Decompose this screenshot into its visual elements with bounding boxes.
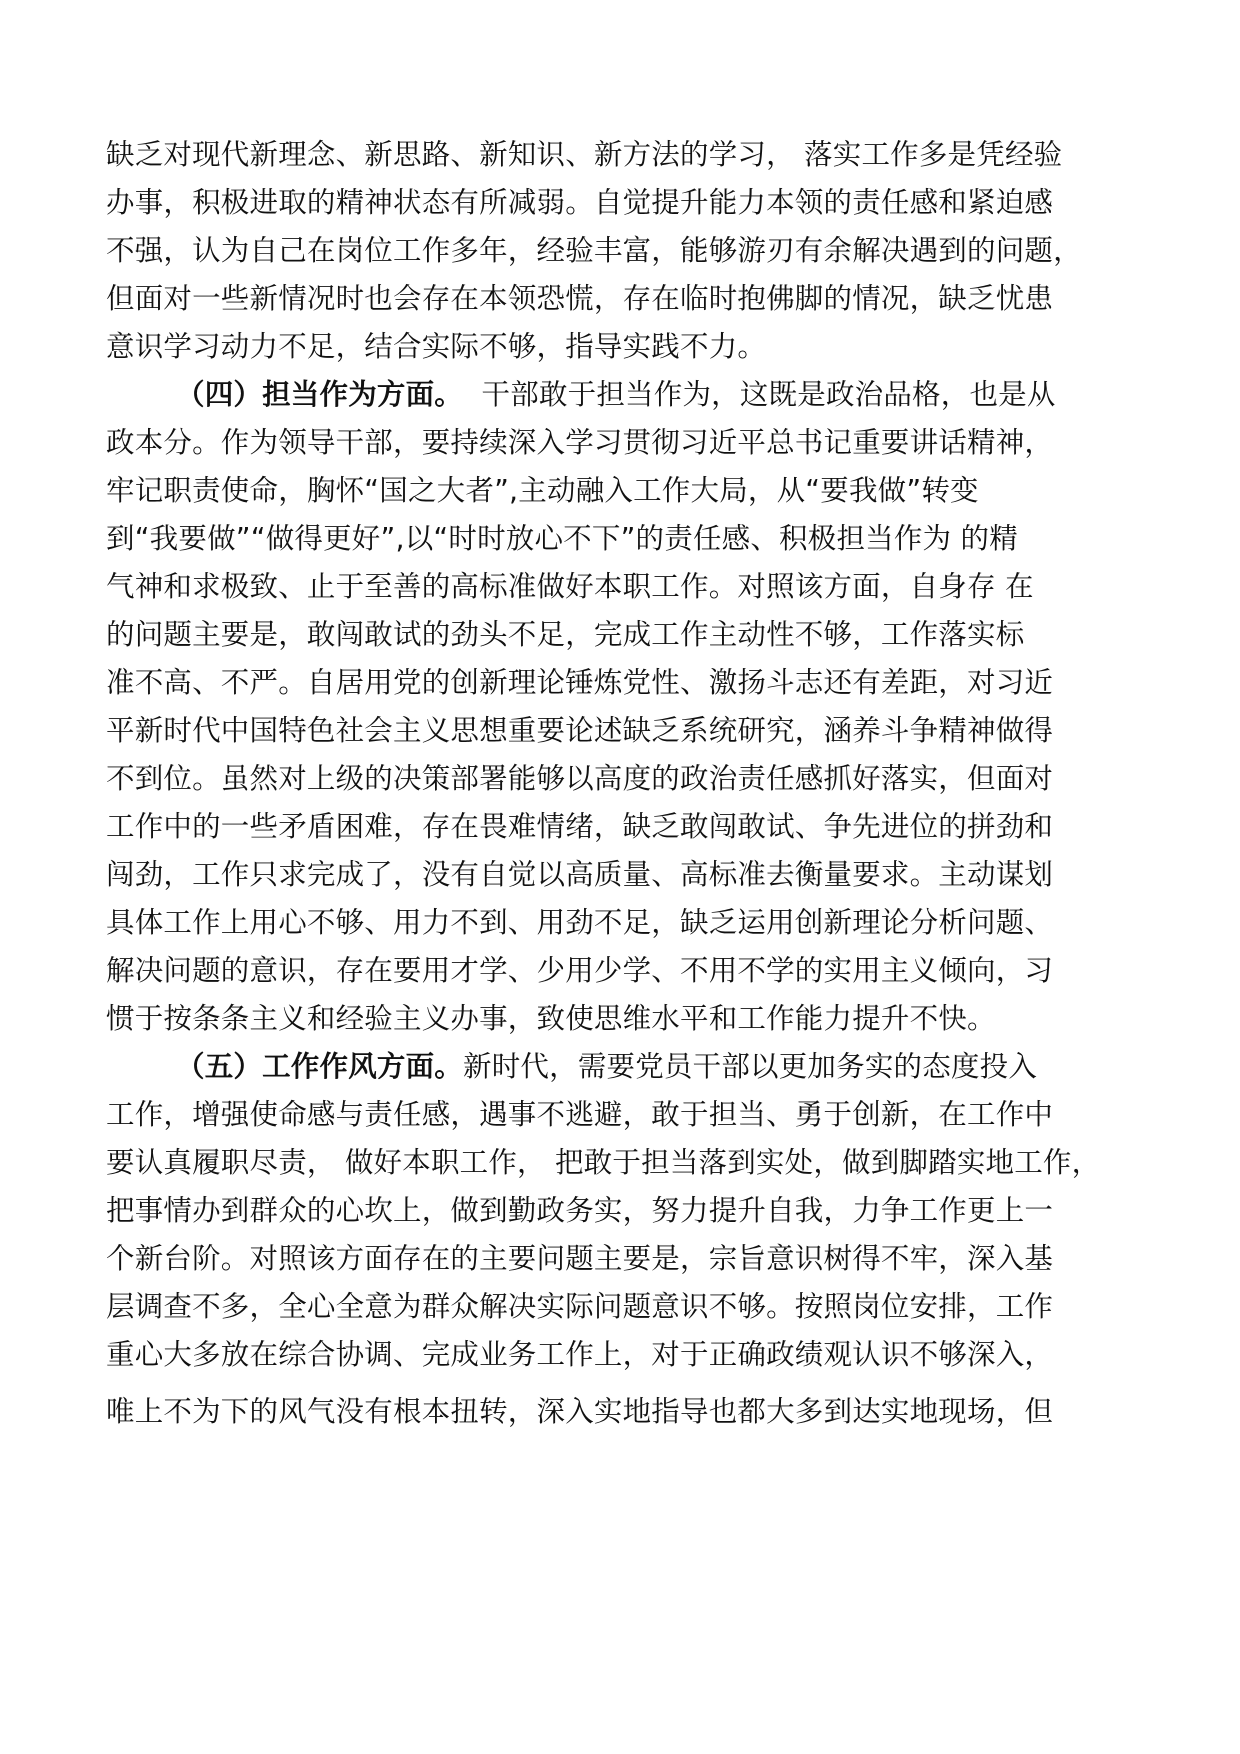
section-4-heading: （四）担当作为方面。: [176, 378, 464, 411]
paragraph-text: 新时代，需要党员干部以更加务实的态度投入: [463, 1050, 1038, 1083]
section-5-first-line: [176, 1050, 1037, 1090]
paragraph-line: 闯劲，工作只求完成了，没有自觉以高质量、高标准去衡量要求。主动谋划: [106, 858, 1054, 891]
paragraph-line: 具体工作上用心不够、用力不到、用劲不足，缺乏运用创新理论分析问题、: [106, 906, 1054, 939]
paragraph-line: 平新时代中国特色社会主义思想重要论述缺乏系统研究，涵养斗争精神做得: [106, 714, 1054, 747]
paragraph-line: 准不高、不严。自居用党的创新理论锤炼党性、激扬斗志还有差距，对习近: [106, 666, 1054, 699]
paragraph-line: 牢记职责使命，胸怀“国之大者”,主动融入工作大局，从“要我做”转变: [106, 474, 979, 507]
paragraph-line: 重心大多放在综合协调、完成业务工作上，对于正确政绩观认识不够深入，: [106, 1338, 1054, 1371]
paragraph-line: 不强，认为自己在岗位工作多年，经验丰富，能够游刃有余解决遇到的问题，: [106, 234, 1082, 267]
paragraph-line: 唯上不为下的风气没有根本扭转，深入实地指导也都大多到达实地现场，但: [106, 1395, 1054, 1428]
paragraph-line: 办事，积极进取的精神状态有所减弱。自觉提升能力本领的责任感和紧迫感: [106, 186, 1054, 219]
paragraph-text: 干部敢于担当作为，这既是政治品格，也是从: [481, 378, 1056, 411]
paragraph-line: 个新台阶。对照该方面存在的主要问题主要是，宗旨意识树得不牢，深入基: [106, 1242, 1054, 1275]
paragraph-line: 意识学习动力不足，结合实际不够，指导实践不力。: [106, 330, 767, 363]
paragraph-line: 工作中的一些矛盾困难，存在畏难情绪，缺乏敢闯敢试、争先进位的拼劲和: [106, 810, 1054, 843]
paragraph-line: 到“我要做”“做得更好”,以“时时放心不下”的责任感、积极担当作为 的精: [106, 522, 1018, 555]
paragraph-line: 但面对一些新情况时也会存在本领恐慌，存在临时抱佛脚的情况，缺乏忧患: [106, 282, 1054, 315]
section-5-heading: （五）工作作风方面。: [176, 1050, 464, 1083]
paragraph-line: 层调查不多，全心全意为群众解决实际问题意识不够。按照岗位安排，工作: [106, 1290, 1054, 1323]
paragraph-line: 政本分。作为领导干部，要持续深入学习贯彻习近平总书记重要讲话精神，: [106, 426, 1054, 459]
paragraph-line: 缺乏对现代新理念、新思路、新知识、新方法的学习， 落实工作多是凭经验: [106, 138, 1063, 171]
paragraph-line: 的问题主要是，敢闯敢试的劲头不足，完成工作主动性不够，工作落实标: [106, 618, 1025, 651]
paragraph-line: 要认真履职尽责， 做好本职工作， 把敢于担当落到实处，做到脚踏实地工作，: [106, 1146, 1101, 1179]
section-4-first-line: [176, 378, 1056, 418]
paragraph-line: 气神和求极致、止于至善的高标准做好本职工作。对照该方面，自身存 在: [106, 570, 1034, 603]
paragraph-line: 工作，增强使命感与责任感，遇事不逃避，敢于担当、勇于创新，在工作中: [106, 1098, 1054, 1131]
paragraph-line: 惯于按条条主义和经验主义办事，致使思维水平和工作能力提升不快。: [106, 1002, 996, 1035]
paragraph-line: 解决问题的意识，存在要用才学、少用少学、不用不学的实用主义倾向，习: [106, 954, 1054, 987]
paragraph-line: 不到位。虽然对上级的决策部署能够以高度的政治责任感抓好落实，但面对: [106, 762, 1054, 795]
paragraph-line: 把事情办到群众的心坎上，做到勤政务实，努力提升自我，力争工作更上一: [106, 1194, 1054, 1227]
